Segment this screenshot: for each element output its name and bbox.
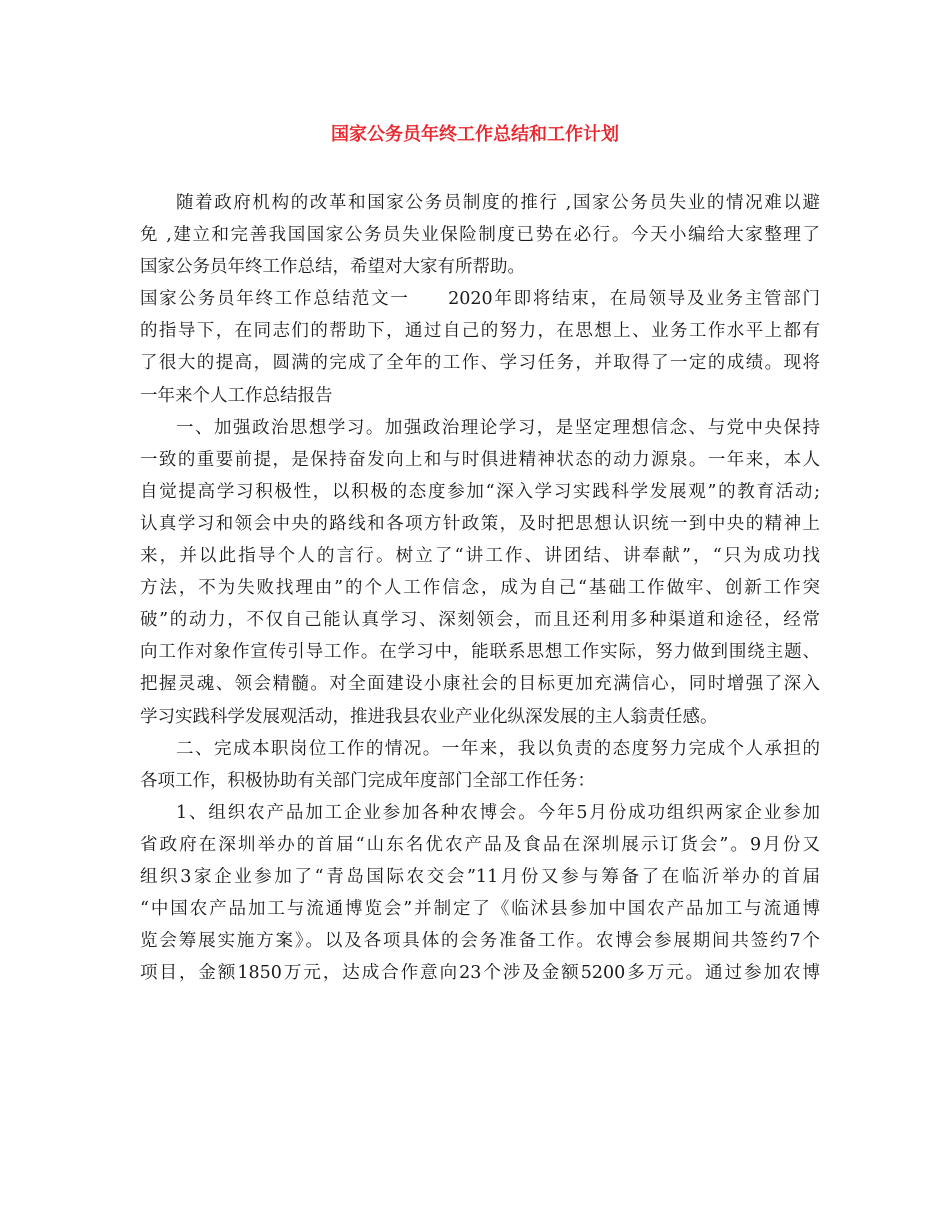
- text-line: 随着政府机构的改革和国家公务员制度的推行 ,国家公务员失业的情况难以避: [176, 193, 820, 213]
- text-line: 自觉提高学习积极性，以积极的态度参加“深入学习实践科学发展观”的教育活动;: [140, 481, 820, 502]
- text-line: 一、加强政治思想学习。加强政治理论学习，是坚定理想信念、与党中央保持: [176, 417, 820, 438]
- text-line: 的指导下，在同志们的帮助下，通过自己的努力，在思想上、业务工作水平上都有: [140, 321, 820, 342]
- text-line: 来，并以此指导个人的言行。树立了“讲工作、讲团结、讲奉献”，“只为成功找: [140, 546, 820, 567]
- text-line: 览会筹展实施方案》。以及各项具体的会务准备工作。农博会参展期间共签约7个: [140, 931, 820, 952]
- text-line: 学习实践科学发展观活动，推进我县农业产业化纵深发展的主人翁责任感。: [140, 706, 718, 727]
- text-line: 把握灵魂、领会精髓。对全面建设小康社会的目标更加充满信心，同时增强了深入: [140, 674, 820, 695]
- text-line: 一年来个人工作总结报告: [140, 385, 333, 406]
- text-line: 破”的动力，不仅自己能认真学习、深刻领会，而且还利用多种渠道和途径，经常: [140, 610, 820, 631]
- text-line: 省政府在深圳举办的首届“山东名优农产品及食品在深圳展示订货会”。9月份又: [140, 834, 820, 855]
- document-body: [140, 187, 820, 989]
- text-line: 了很大的提高，圆满的完成了全年的工作、学习任务，并取得了一定的成绩。现将: [140, 353, 820, 374]
- text-line: 认真学习和领会中央的路线和各项方针政策，及时把思想认识统一到中央的精神上: [140, 513, 820, 534]
- text-line: 二、完成本职岗位工作的情况。一年来，我以负责的态度努力完成个人承担的: [176, 738, 820, 759]
- text-line: 方法，不为失败找理由”的个人工作信念，成为自己“基础工作做牢、创新工作突: [140, 578, 820, 599]
- text-line: 一致的重要前提，是保持奋发向上和与时俱进精神状态的动力源泉。一年来，本人: [140, 449, 820, 470]
- text-line: 国家公务员年终工作总结范文一 2020年即将结束，在局领导及业务主管部门: [140, 289, 820, 310]
- text-line: “中国农产品加工与流通博览会”并制定了《临沭县参加中国农产品加工与流通博: [140, 899, 820, 920]
- text-line: 向工作对象作宣传引导工作。在学习中，能联系思想工作实际，努力做到围绕主题、: [140, 642, 820, 663]
- text-line: 国家公务员年终工作总结，希望对大家有所帮助。: [140, 257, 525, 278]
- text-line: 各项工作，积极协助有关部门完成年度部门全部工作任务：: [140, 770, 595, 791]
- text-line: 项目，金额1850万元，达成合作意向23个涉及金额5200多万元。通过参加农博: [140, 963, 820, 984]
- text-line: 组织3家企业参加了“青岛国际农交会”11月份又参与筹备了在临沂举办的首届: [140, 866, 820, 887]
- document-title: 国家公务员年终工作总结和工作计划: [331, 124, 619, 145]
- text-line: 免 ,建立和完善我国国家公务员失业保险制度已势在必行。今天小编给大家整理了: [140, 225, 820, 246]
- text-line: 1、组织农产品加工企业参加各种农博会。今年5月份成功组织两家企业参加: [176, 802, 820, 823]
